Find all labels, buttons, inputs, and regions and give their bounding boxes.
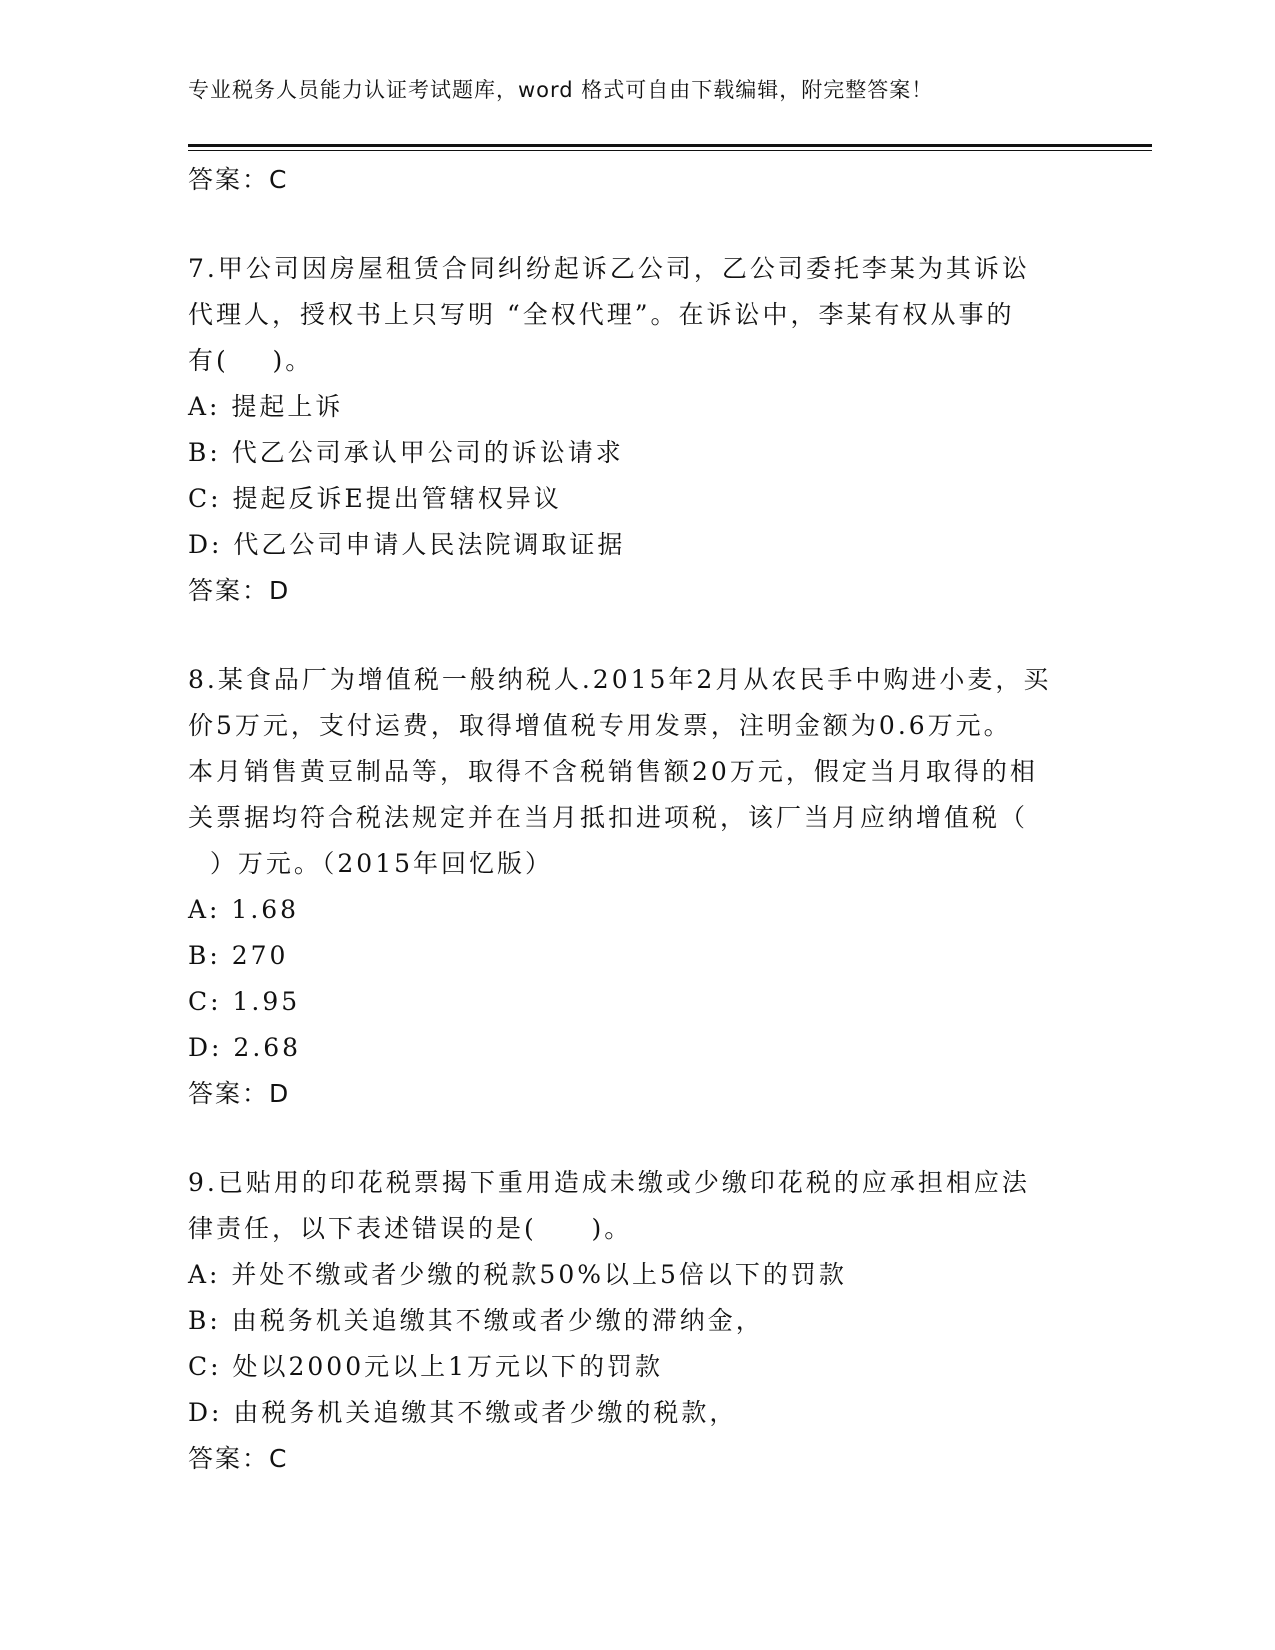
option-c: C: 1.95 — [188, 987, 301, 1016]
document-body — [188, 157, 1088, 1482]
header-rule-thick — [188, 144, 1152, 147]
option-d: D: 2.68 — [188, 1033, 302, 1062]
option-d: D: 代乙公司申请人民法院调取证据 — [188, 530, 626, 559]
stem-line: 律责任，以下表述错误的是( )。 — [188, 1214, 633, 1243]
option-a: A: 1.68 — [188, 895, 300, 924]
question-block — [188, 246, 1088, 614]
stem-line: 7.甲公司因房屋租赁合同纠纷起诉乙公司，乙公司委托李某为其诉讼 — [188, 254, 1030, 283]
stem-line: ）万元。（2015年回忆版） — [188, 849, 554, 878]
stem-line: 本月销售黄豆制品等，取得不含税销售额20万元，假定当月取得的相 — [188, 757, 1038, 786]
option-c: C: 提起反诉E提出管辖权异议 — [188, 484, 562, 513]
header-rule-thin — [188, 150, 1152, 151]
option-a: A: 并处不缴或者少缴的税款50%以上5倍以下的罚款 — [188, 1260, 847, 1289]
stem-line: 代理人，授权书上只写明 “全权代理”。在诉讼中，李某有权从事的 — [188, 300, 1015, 329]
stem-line: 有( )。 — [188, 346, 314, 375]
option-b: B: 由税务机关追缴其不缴或者少缴的滞纳金， — [188, 1306, 764, 1335]
stem-line: 关票据均符合税法规定并在当月抵扣进项税，该厂当月应纳增值税（ — [188, 803, 1029, 832]
page-header: 专业税务人员能力认证考试题库，word 格式可自由下载编辑，附完整答案！ — [188, 78, 934, 102]
answer-line: 答案：D — [188, 576, 291, 605]
question-stem — [188, 657, 1088, 887]
option-b: B: 270 — [188, 941, 289, 970]
option-a: A: 提起上诉 — [188, 392, 344, 421]
stem-line: 价5万元，支付运费，取得增值税专用发票，注明金额为0.6万元。 — [188, 711, 1012, 740]
question-stem — [188, 246, 1088, 384]
option-d: D: 由税务机关追缴其不缴或者少缴的税款， — [188, 1398, 738, 1427]
option-b: B: 代乙公司承认甲公司的诉讼请求 — [188, 438, 624, 467]
answer-line: 答案：C — [188, 1444, 289, 1473]
question-block — [188, 1160, 1088, 1482]
answer-line: 答案：C — [188, 165, 289, 194]
question-block — [188, 657, 1088, 1117]
option-c: C: 处以2000元以上1万元以下的罚款 — [188, 1352, 664, 1381]
stem-line: 9.已贴用的印花税票揭下重用造成未缴或少缴印花税的应承担相应法 — [188, 1168, 1030, 1197]
question-stem — [188, 1160, 1088, 1252]
answer-line: 答案：D — [188, 1079, 291, 1108]
stem-line: 8.某食品厂为增值税一般纳税人.2015年2月从农民手中购进小麦，买 — [188, 665, 1052, 694]
